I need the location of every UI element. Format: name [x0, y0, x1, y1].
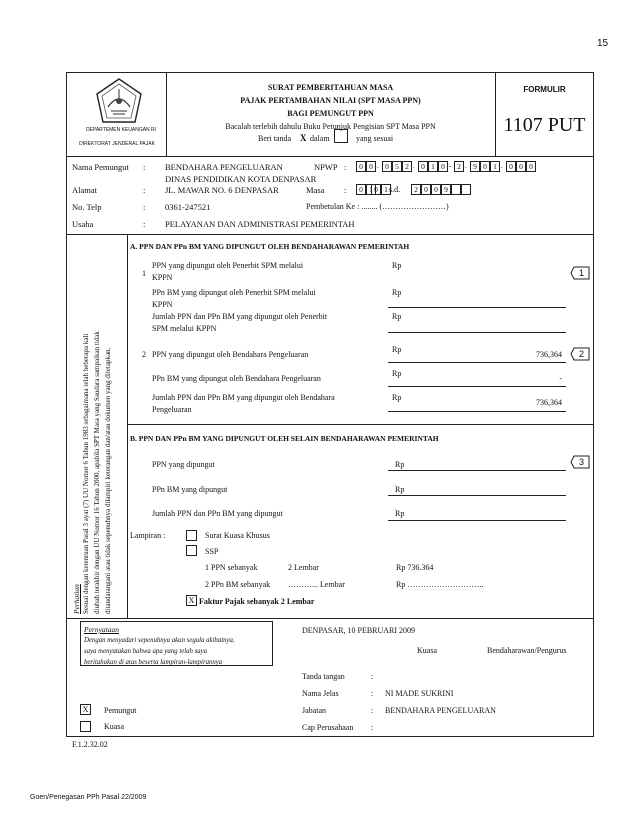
ppnbm-bendahara-value[interactable]: -	[559, 374, 562, 383]
npwp-digit-cell[interactable]: 0	[506, 161, 516, 172]
npwp-digit-cell[interactable]: 0	[480, 161, 490, 172]
masa-digit-cell[interactable]: 1	[381, 184, 391, 195]
npwp-digit-cell[interactable]: 0	[526, 161, 536, 172]
section-a-item-2-number: 2	[142, 350, 146, 359]
rp-label: Rp	[392, 393, 402, 402]
colon: :	[143, 202, 146, 212]
colon: :	[371, 672, 374, 681]
tick-legend-box	[334, 129, 348, 143]
tick-instruction-mid: dalam	[310, 134, 330, 143]
directorate-name: DIREKTORAT JENDERAL PAJAK	[79, 141, 155, 147]
npwp-label: NPWP	[314, 162, 338, 172]
row-label: PPN yang dipungut oleh Bendahara Pengeluaran	[152, 350, 309, 359]
pembetulan-field[interactable]: Pembetulan Ke : ........ (……………………)	[306, 202, 449, 211]
colon: :	[143, 162, 146, 172]
npwp-digit-cell[interactable]: 0	[366, 161, 376, 172]
statement-line-1: Dengan menyadari sepenuhnya akan segala akibatnya,	[84, 637, 235, 644]
jabatan-label: Jabatan	[302, 706, 326, 715]
tick-instruction-post: yang sesuai	[356, 134, 394, 143]
form-title-3: BAGI PEMUNGUT PPN	[287, 109, 374, 118]
npwp-digit-cell[interactable]: 0	[382, 161, 392, 172]
form-title-1: SURAT PEMBERITAHUAN MASA	[267, 83, 394, 92]
ppn-amount-value[interactable]: Rp 736.364	[396, 563, 434, 572]
masa-digit-cell[interactable]	[451, 184, 461, 195]
row-label: SPM melalui KPPN	[152, 324, 217, 333]
rp-label: Rp	[392, 288, 402, 297]
masa-sd-label: s.d.	[389, 185, 401, 194]
statement-line-2: saya menyatakan bahwa apa yang telah saya	[84, 648, 208, 655]
faktur-pajak-label: Faktur Pajak sebanyak 2 Lembar	[199, 597, 315, 606]
colon: :	[371, 689, 374, 698]
masa-digit-cell[interactable]: 0	[356, 184, 366, 195]
ppnbm-amount-value[interactable]: Rp ………………………..	[396, 580, 484, 589]
usaha-label: Usaha	[72, 219, 94, 229]
statement-title: Pernyataan	[84, 625, 119, 634]
npwp-digit-cell[interactable]: 2	[402, 161, 412, 172]
faktur-pajak-checkbox[interactable]: X	[186, 595, 197, 606]
section-a-item-1-number: 1	[142, 269, 146, 278]
row-label: PPn BM yang dipungut	[152, 485, 228, 494]
row-label: PPN yang dipungut oleh Penerbit SPM melalui	[152, 261, 304, 270]
masa-digit-cell[interactable]: 2	[411, 184, 421, 195]
row-label: KPPN	[152, 273, 173, 282]
footer-text: Goen/Penegasan PPh Pasal 22/2009	[30, 794, 147, 801]
place-date[interactable]: DENPASAR, 10 PEBRUARI 2009	[302, 626, 416, 635]
surat-kuasa-checkbox[interactable]	[186, 530, 197, 541]
npwp-separator: .	[413, 162, 415, 170]
department-name: DEPARTEMEN KEUANGAN RI	[85, 127, 157, 133]
nama-jelas-label: Nama Jelas	[302, 689, 339, 698]
tick-instruction-pre: Beri tanda	[258, 134, 292, 143]
masa-digit-cell[interactable]: 1	[366, 184, 376, 195]
masa-label: Masa	[306, 185, 325, 195]
pemungut-label: Pemungut	[104, 706, 137, 715]
garuda-emblem-icon	[94, 77, 144, 125]
npwp-separator: -	[449, 162, 452, 170]
masa-digit-cell[interactable]	[461, 184, 471, 195]
telp-value[interactable]: 0361-247521	[165, 202, 211, 212]
ppnbm-count-value[interactable]: ………... Lembar	[288, 580, 345, 589]
npwp-digit-cell[interactable]: 0	[418, 161, 428, 172]
masa-digit-cell[interactable]: 9	[441, 184, 451, 195]
ppnbm-count-label: 2 PPn BM sebanyak	[205, 580, 271, 589]
colon: :	[143, 185, 146, 195]
instruction-text: Bacalah terlebih dahulu Buku Petunjuk Pengisian SPT Masa PPN	[225, 122, 436, 131]
row-label: Jumlah PPN dan PPn BM yang dipungut oleh Bendahara	[152, 393, 335, 402]
rp-label: Rp	[395, 509, 405, 518]
npwp-separator: .	[501, 162, 503, 170]
bendahara-heading: Bendaharawan/Pengurus	[487, 646, 567, 655]
form-code: F.1.2.32.02	[72, 740, 108, 749]
kuasa-heading: Kuasa	[417, 646, 437, 655]
alamat-value[interactable]: JL. MAWAR NO. 6 DENPASAR	[165, 185, 279, 195]
masa-digit-cell[interactable]: 0	[371, 184, 381, 195]
form-title-2: PAJAK PERTAMBAHAN NILAI (SPT MASA PPN)	[240, 96, 421, 105]
jabatan-value[interactable]: BENDAHARA PENGELUARAN	[385, 706, 496, 715]
formulir-code: 1107 PUT	[503, 114, 586, 136]
npwp-digit-cell[interactable]: 2	[454, 161, 464, 172]
side-note-line-3: ditandatangani atau tidak sepenuhnya dilampiri keterangan dan/atau dokumen yang ditetapkan,	[104, 347, 112, 614]
ssp-checkbox[interactable]	[186, 545, 197, 556]
nama-pemungut-value[interactable]: BENDAHARA PENGELUARAN	[165, 162, 283, 172]
npwp-separator: .	[377, 162, 379, 170]
jumlah-bendahara-value[interactable]: 736,364	[536, 398, 562, 407]
colon: :	[371, 706, 374, 715]
npwp-digit-cell[interactable]: 0	[438, 161, 448, 172]
side-note-line-2: diubah terakhir dengan UU Nomor 16 Tahun 2000, apabila SPT Masa yang Saudara sampaikan tidak	[93, 331, 101, 614]
ppn-count-value[interactable]: 2 Lembar	[288, 563, 319, 572]
row-label: PPn BM yang dipungut oleh Bendahara Pengeluaran	[152, 374, 321, 383]
colon: :	[371, 723, 374, 732]
lampiran-label: Lampiran :	[130, 531, 166, 540]
npwp-digit-cell[interactable]: 1	[490, 161, 500, 172]
marker-1-label: 1	[579, 268, 585, 278]
rp-label: Rp	[395, 485, 405, 494]
formulir-label: FORMULIR	[523, 85, 566, 94]
row-label: Jumlah PPN dan PPn BM yang dipungut	[152, 509, 283, 518]
colon: :	[143, 219, 146, 229]
section-b-title: B. PPN DAN PPn BM YANG DIPUNGUT OLEH SELAIN BENDAHARAWAN PEMERINTAH	[130, 434, 439, 443]
row-label: Jumlah PPN dan PPn BM yang dipungut oleh Penerbit	[152, 312, 328, 321]
rp-label: Rp	[392, 312, 402, 321]
row-label: KPPN	[152, 300, 173, 309]
masa-digit-cell[interactable]: 0	[431, 184, 441, 195]
nama-pemungut-value-2[interactable]: DINAS PENDIDIKAN KOTA DENPASAR	[165, 174, 317, 184]
ppn-count-label: 1 PPN sebanyak	[205, 563, 258, 572]
tick-instruction-mark: X	[300, 133, 307, 143]
side-note-title: Perhatian	[72, 584, 81, 614]
cap-perusahaan-label: Cap Perusahaan	[302, 723, 354, 732]
npwp-digit-cell[interactable]: 0	[356, 161, 366, 172]
pemungut-checkbox[interactable]: X	[80, 704, 91, 715]
row-label: PPn BM yang dipungut oleh Penerbit SPM melalui	[152, 288, 316, 297]
side-note-line-1: Sesuai dengan ketentuan Pasal 3 ayat (7) UU Nomor 6 Tahun 1983 sebagaimana telah beberapa kali	[82, 333, 90, 614]
row-label: PPN yang dipungut	[152, 460, 215, 469]
nama-jelas-value[interactable]: NI MADE SUKRINI	[385, 689, 454, 698]
marker-2-label: 2	[579, 349, 585, 359]
kuasa-option-label: Kuasa	[104, 722, 124, 731]
row-label: Pengeluaran	[152, 405, 192, 414]
kuasa-checkbox[interactable]	[80, 721, 91, 732]
npwp-digit-cell[interactable]: 1	[428, 161, 438, 172]
nama-pemungut-label: Nama Pemungut	[72, 162, 129, 172]
npwp-separator: .	[465, 162, 467, 170]
surat-kuasa-label: Surat Kuasa Khusus	[205, 531, 270, 540]
colon: :	[344, 162, 347, 172]
telp-label: No. Telp	[72, 202, 102, 212]
ssp-label: SSP	[205, 547, 219, 556]
rp-label: Rp	[395, 460, 405, 469]
npwp-digit-cell[interactable]: 5	[392, 161, 402, 172]
colon: :	[344, 185, 347, 195]
statement-line-3: beritahukan di atas beserta lampiran-lampirannya	[84, 659, 223, 666]
masa-digit-cell[interactable]: 0	[421, 184, 431, 195]
usaha-value[interactable]: PELAYANAN DAN ADMINISTRASI PEMERINTAH	[165, 219, 355, 229]
rp-label: Rp	[392, 345, 402, 354]
npwp-digit-cell[interactable]: 0	[516, 161, 526, 172]
section-a-title: A. PPN DAN PPn BM YANG DIPUNGUT OLEH BENDAHARAWAN PEMERINTAH	[130, 242, 410, 251]
npwp-digit-cell[interactable]: 9	[470, 161, 480, 172]
alamat-label: Alamat	[72, 185, 98, 195]
marker-3-label: 3	[579, 457, 585, 467]
ppn-bendahara-value[interactable]: 736,364	[536, 350, 562, 359]
rp-label: Rp	[392, 369, 402, 378]
page-number: 15	[597, 38, 609, 49]
tanda-tangan-label: Tanda tangan	[302, 672, 345, 681]
rp-label: Rp	[392, 261, 402, 270]
